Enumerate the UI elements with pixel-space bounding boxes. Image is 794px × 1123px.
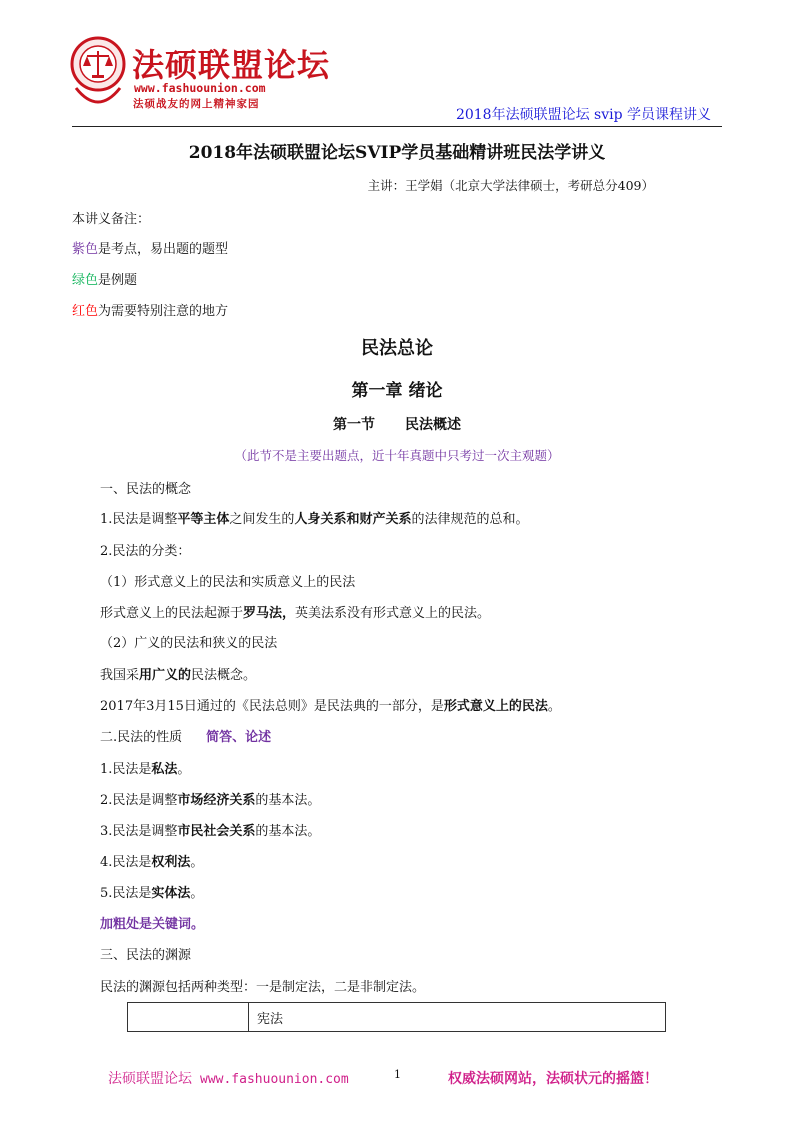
legend-red-word: 红色 <box>72 304 99 319</box>
legend-purple-text: 是考点，易出题的题型 <box>98 242 229 257</box>
paragraph-6 <box>100 664 256 683</box>
p1-text-c: 的法律规范的总和。 <box>411 512 529 527</box>
legend-heading: 本讲义备注： <box>72 212 151 227</box>
document-title: 2018年法硕联盟论坛SVIP学员基础精讲班民法学讲义 <box>188 143 606 163</box>
p7-text-b: 。 <box>547 699 561 714</box>
p4-keyword: 罗马法， <box>243 606 296 621</box>
chapter-heading: 第一章 绪论 <box>351 381 443 401</box>
p1-text-a: 1.民法是调整 <box>100 512 178 527</box>
legend-purple-word: 紫色 <box>72 242 99 257</box>
paragraph-7 <box>100 695 561 714</box>
p1-keyword-b: 人身关系和财产关系 <box>294 512 412 527</box>
legend-green <box>72 269 137 288</box>
p4-text-a: 形式意义上的民法起源于 <box>100 606 244 621</box>
legend-purple <box>72 238 228 257</box>
part-heading: 民法总论 <box>361 338 433 359</box>
p1-keyword-a: 平等主体 <box>177 512 230 527</box>
table-row <box>128 1003 666 1032</box>
section-number: 第一节 <box>333 417 375 433</box>
legend-green-text: 是例题 <box>98 273 138 288</box>
n3-text-b: 的基本法。 <box>255 824 321 839</box>
nature-item-1 <box>100 758 190 777</box>
lecturer-line: 主讲：王学娟（北京大学法律硕士，考研总分409） <box>367 178 654 193</box>
n1-text-b: 。 <box>177 762 191 777</box>
footer-left <box>108 1068 349 1088</box>
n1-keyword: 私法 <box>151 762 178 777</box>
legend-red <box>72 300 228 319</box>
n4-text-b: 。 <box>190 855 204 870</box>
n3-text-a: 3.民法是调整 <box>100 824 178 839</box>
s1-heading: 一、民法的概念 <box>100 482 192 497</box>
forum-seal-logo-icon <box>70 36 126 112</box>
paragraph-8: 民法的渊源包括两种类型：一是制定法，二是非制定法。 <box>100 980 426 995</box>
nature-item-5 <box>100 882 203 901</box>
s2-heading: 二.民法的性质 <box>100 730 183 745</box>
n3-keyword: 市民社会关系 <box>177 824 256 839</box>
p6-text-b: 民法概念。 <box>191 668 257 683</box>
p7-text-a: 2017年3月15日通过的《民法总则》是民法典的一部分，是 <box>100 699 444 714</box>
s2-exam-tag: 简答、论述 <box>206 730 272 745</box>
paragraph-1 <box>100 508 528 527</box>
header-course-title: 2018年法硕联盟论坛 svip 学员课程讲义 <box>455 107 711 123</box>
section-name: 民法概述 <box>405 417 461 433</box>
logo-title: 法硕联盟论坛 <box>132 46 331 84</box>
table-cell <box>128 1003 249 1032</box>
keyword-note: 加粗处是关键词。 <box>100 917 205 932</box>
legend-green-word: 绿色 <box>72 273 99 288</box>
n1-text-a: 1.民法是 <box>100 762 152 777</box>
paragraph-2: 2.民法的分类： <box>100 544 191 559</box>
sources-table <box>127 1002 666 1032</box>
p6-text-a: 我国采 <box>100 668 140 683</box>
logo-url[interactable]: www.fashuounion.com <box>134 81 266 95</box>
s2-heading-line <box>100 726 271 745</box>
legend-red-text: 为需要特别注意的地方 <box>98 304 229 319</box>
n4-text-a: 4.民法是 <box>100 855 152 870</box>
footer-slogan: 权威法硕网站，法硕状元的摇篮！ <box>448 1071 658 1087</box>
footer-forum-name: 法硕联盟论坛 <box>108 1071 192 1087</box>
n2-keyword: 市场经济关系 <box>177 793 256 808</box>
n2-text-b: 的基本法。 <box>255 793 321 808</box>
n5-text-a: 5.民法是 <box>100 886 152 901</box>
section-note: （此节不是主要出题点，近十年真题中只考过一次主观题） <box>234 448 560 463</box>
s3-heading: 三、民法的渊源 <box>100 948 192 963</box>
footer-url[interactable]: www.fashuounion.com <box>200 1072 349 1087</box>
section-heading <box>0 414 794 434</box>
header-divider <box>72 126 722 127</box>
logo-slogan: 法硕战友的网上精神家园 <box>133 98 260 110</box>
n5-keyword: 实体法 <box>151 886 191 901</box>
p1-text-b: 之间发生的 <box>229 512 295 527</box>
n2-text-a: 2.民法是调整 <box>100 793 178 808</box>
nature-item-2 <box>100 789 320 808</box>
table-cell: 宪法 <box>249 1003 666 1032</box>
nature-item-3 <box>100 820 320 839</box>
n5-text-b: 。 <box>190 886 204 901</box>
nature-item-4 <box>100 851 203 870</box>
paragraph-4 <box>100 602 490 621</box>
n4-keyword: 权利法 <box>151 855 191 870</box>
p7-keyword: 形式意义上的民法 <box>443 699 548 714</box>
page-number: 1 <box>394 1068 401 1081</box>
paragraph-5: （2）广义的民法和狭义的民法 <box>100 636 278 651</box>
p6-keyword: 用广义的 <box>139 668 192 683</box>
p4-text-b: 英美法系没有形式意义上的民法。 <box>295 606 491 621</box>
paragraph-3: （1）形式意义上的民法和实质意义上的民法 <box>100 575 356 590</box>
